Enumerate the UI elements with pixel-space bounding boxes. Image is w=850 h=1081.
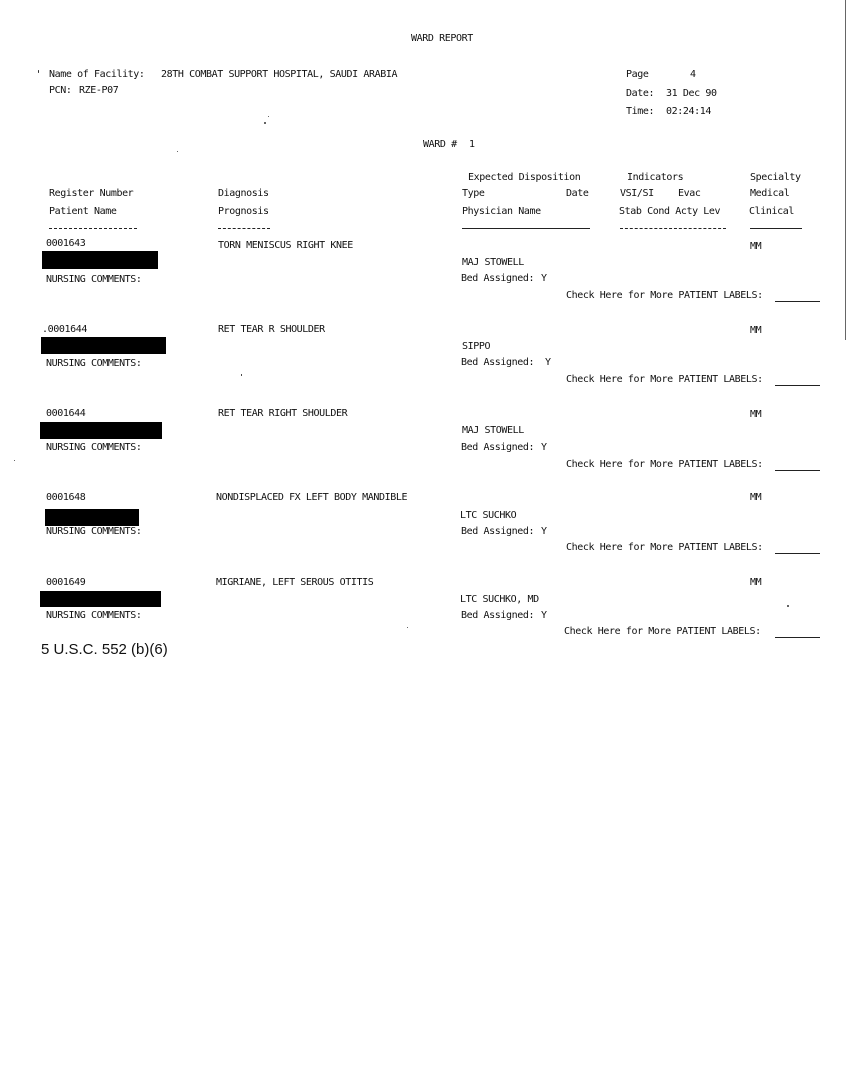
register-number: .0001644 [42, 324, 87, 335]
bed-assigned-value: Y [541, 610, 547, 621]
pcn-label: PCN: [49, 85, 72, 96]
col-type: Type [462, 188, 485, 199]
more-labels-prompt: Check Here for More PATIENT LABELS: [566, 459, 763, 470]
specialty-code: MM [750, 492, 762, 503]
more-labels-checkbox-line[interactable] [775, 470, 820, 471]
scan-speck [787, 605, 789, 607]
bed-assigned-value: Y [541, 273, 547, 284]
header-rule [620, 228, 726, 229]
col-expected-disposition: Expected Disposition [468, 172, 581, 183]
col-medical: Medical [750, 188, 790, 199]
redacted-patient-name [42, 251, 158, 269]
header-rule [218, 228, 270, 229]
col-indicators: Indicators [627, 172, 684, 183]
time-label: Time: [626, 106, 655, 117]
header-rule [462, 228, 590, 229]
more-labels-checkbox-line[interactable] [775, 385, 820, 386]
redacted-patient-name [45, 509, 139, 526]
more-labels-prompt: Check Here for More PATIENT LABELS: [566, 374, 763, 385]
header-rule [750, 228, 802, 229]
physician-name: MAJ STOWELL [462, 425, 524, 436]
scan-speck [14, 460, 15, 461]
bed-assigned-label: Bed Assigned: [461, 273, 535, 284]
diagnosis: NONDISPLACED FX LEFT BODY MANDIBLE [216, 492, 408, 503]
bed-assigned-label: Bed Assigned: [461, 442, 535, 453]
physician-name: SIPPO [462, 341, 491, 352]
header-rule [49, 228, 137, 229]
time-value: 02:24:14 [666, 106, 711, 117]
bed-assigned-value: Y [545, 357, 551, 368]
nursing-comments-label: NURSING COMMENTS: [46, 358, 142, 369]
col-prognosis: Prognosis [218, 206, 269, 217]
facility-label: Name of Facility: [49, 69, 145, 80]
col-patient-name: Patient Name [49, 206, 117, 217]
scan-speck [177, 151, 178, 152]
specialty-code: MM [750, 325, 762, 336]
specialty-code: MM [750, 409, 762, 420]
more-labels-prompt: Check Here for More PATIENT LABELS: [564, 626, 761, 637]
col-physician-name: Physician Name [462, 206, 541, 217]
specialty-code: MM [750, 241, 762, 252]
register-number: 0001649 [46, 577, 86, 588]
col-register-number: Register Number [49, 188, 134, 199]
bed-assigned-label: Bed Assigned: [461, 610, 535, 621]
diagnosis: RET TEAR R SHOULDER [218, 324, 325, 335]
bed-assigned-label: Bed Assigned: [461, 526, 535, 537]
bed-assigned-value: Y [541, 526, 547, 537]
more-labels-prompt: Check Here for More PATIENT LABELS: [566, 290, 763, 301]
nursing-comments-label: NURSING COMMENTS: [46, 274, 142, 285]
col-clinical: Clinical [749, 206, 794, 217]
pcn-value: RZE-P07 [79, 85, 119, 96]
facility-value: 28TH COMBAT SUPPORT HOSPITAL, SAUDI ARABIA [161, 69, 398, 80]
scan-speck [38, 70, 39, 73]
date-value: 31 Dec 90 [666, 88, 717, 99]
nursing-comments-label: NURSING COMMENTS: [46, 526, 142, 537]
physician-name: MAJ STOWELL [462, 257, 524, 268]
register-number: 0001648 [46, 492, 86, 503]
physician-name: LTC SUCHKO [460, 510, 517, 521]
redacted-patient-name [40, 591, 161, 607]
bed-assigned-value: Y [541, 442, 547, 453]
physician-name: LTC SUCHKO, MD [460, 594, 539, 605]
col-evac: Evac [678, 188, 701, 199]
col-vsi-si: VSI/SI [620, 188, 654, 199]
more-labels-checkbox-line[interactable] [775, 301, 820, 302]
more-labels-prompt: Check Here for More PATIENT LABELS: [566, 542, 763, 553]
bed-assigned-label: Bed Assigned: [461, 357, 535, 368]
scan-speck [264, 122, 266, 124]
more-labels-checkbox-line[interactable] [775, 637, 820, 638]
foia-exemption-stamp: 5 U.S.C. 552 (b)(6) [41, 641, 168, 658]
nursing-comments-label: NURSING COMMENTS: [46, 610, 142, 621]
col-stab-cond-acty-lev: Stab Cond Acty Lev [619, 206, 721, 217]
register-number: 0001644 [46, 408, 86, 419]
scan-edge-line [845, 0, 846, 340]
redacted-patient-name [41, 337, 166, 354]
diagnosis: RET TEAR RIGHT SHOULDER [218, 408, 348, 419]
scan-speck [407, 627, 408, 628]
more-labels-checkbox-line[interactable] [775, 553, 820, 554]
page-number: 4 [690, 69, 696, 80]
redacted-patient-name [40, 422, 162, 439]
report-title: WARD REPORT [411, 33, 473, 44]
scan-speck [241, 374, 242, 376]
specialty-code: MM [750, 577, 762, 588]
nursing-comments-label: NURSING COMMENTS: [46, 442, 142, 453]
diagnosis: TORN MENISCUS RIGHT KNEE [218, 240, 353, 251]
ward-label: WARD # [423, 139, 457, 150]
col-specialty: Specialty [750, 172, 801, 183]
col-date: Date [566, 188, 589, 199]
page-label: Page [626, 69, 649, 80]
date-label: Date: [626, 88, 655, 99]
ward-number: 1 [469, 139, 475, 150]
col-diagnosis: Diagnosis [218, 188, 269, 199]
diagnosis: MIGRIANE, LEFT SEROUS OTITIS [216, 577, 374, 588]
register-number: 0001643 [46, 238, 86, 249]
scan-speck [268, 116, 269, 117]
